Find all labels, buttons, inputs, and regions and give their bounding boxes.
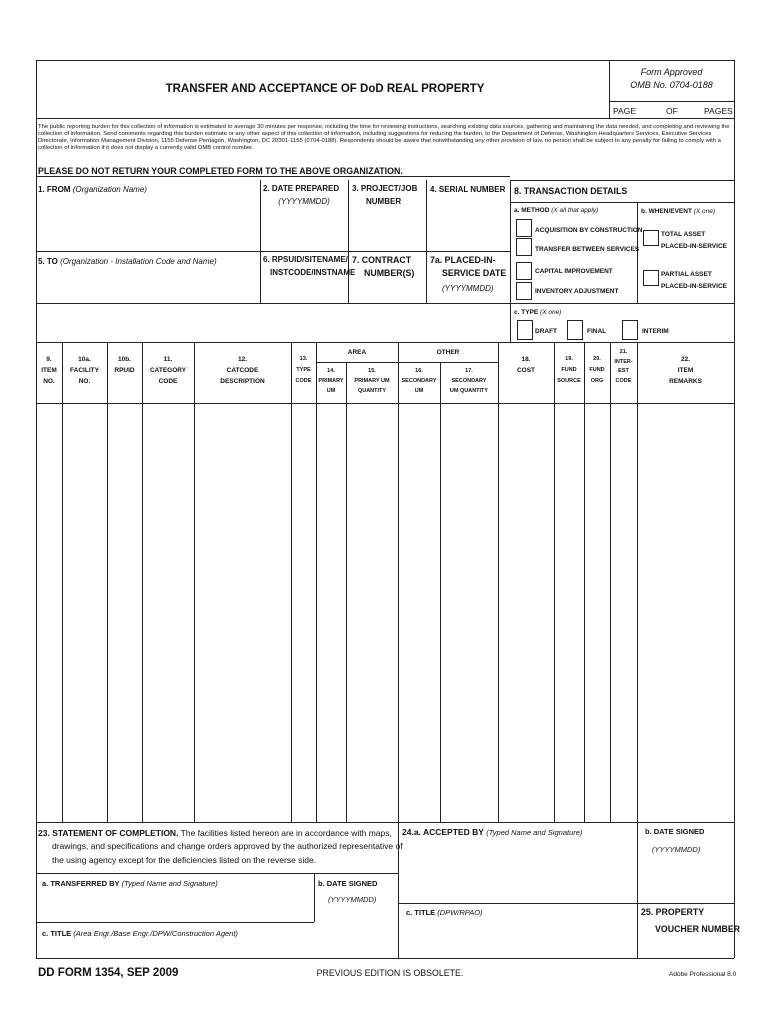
method-acquisition-label: ACQUISITION BY CONSTRUCTION [535,227,643,234]
rpsuid-field[interactable] [262,279,346,302]
property-voucher-field[interactable] [639,936,733,957]
method-inventory-adjustment-checkbox[interactable] [516,282,532,300]
transferred-by-field[interactable] [38,890,312,921]
accepted-by-field[interactable] [400,840,635,902]
method-transfer-label: TRANSFER BETWEEN SERVICES [535,246,640,253]
placed-in-service-label-2: SERVICE DATE [442,268,507,278]
col-fund-org-header: 20. FUND ORG [589,356,605,384]
col-category-code-header: 11. CATEGORY CODE [149,356,187,385]
method-capital-improvement-label: CAPITAL IMPROVEMENT [535,268,613,275]
col-interest-code-header: 21. INTER- EST CODE [614,349,633,384]
statement-line-2: drawings, and specifications and change orders approved by the authorized representative of [52,841,403,851]
pages-label: PAGES [704,106,733,116]
serial-number-label: 4. SERIAL NUMBER [430,185,506,194]
to-field[interactable] [38,268,258,302]
transfer-date-signed-field[interactable] [316,905,396,921]
property-voucher-label-2: VOUCHER NUMBER [655,924,741,934]
col-item-remarks-header: 22. ITEM REMARKS [669,356,702,385]
previous-edition-note: PREVIOUS EDITION IS OBSOLETE. [316,968,464,978]
type-interim-label: INTERIM [642,328,669,335]
type-interim-checkbox[interactable] [622,320,638,340]
transaction-details-title: 8. TRANSACTION DETAILS [514,186,628,196]
page-total-field[interactable] [681,102,703,117]
rpsuid-label: 6. RPSUID/SITENAME/ [263,255,348,264]
software-note: Adobe Professional 8.0 [669,971,737,978]
form-approved-label: Form Approved [640,67,703,77]
statement-line-3: the using agency except for the deficiencies listed on the reverse side. [52,855,317,865]
col-primary-um-header: 14. PRIMARY UM [318,368,344,394]
accept-title-label: c. TITLE (DPW/RPAO) [406,908,483,917]
col-type-code-header: 13. TYPE CODE [295,356,312,384]
type-label: c. TYPE (X one) [514,309,562,316]
do-not-return-warning: PLEASE DO NOT RETURN YOUR COMPLETED FORM TO THE ABOVE ORGANIZATION. [38,166,403,176]
date-prepared-field[interactable] [262,208,346,250]
project-number-field[interactable] [350,208,424,250]
omb-number: OMB No. 0704-0188 [630,80,713,90]
transfer-date-signed-label: b. DATE SIGNED [318,879,378,888]
placed-in-service-field[interactable] [428,294,508,302]
accept-title-field[interactable] [400,920,635,957]
when-partial-asset-label: PARTIAL ASSET [661,271,712,278]
method-transfer-checkbox[interactable] [516,238,532,256]
type-final-checkbox[interactable] [567,320,583,340]
transfer-title-field[interactable] [38,940,396,957]
contract-label: 7. CONTRACT [352,255,412,265]
when-event-label: b. WHEN/EVENT (X one) [641,208,716,215]
col-rpuid-header: 10b. RPUID [114,356,135,374]
transfer-date-hint: (YYYYMMDD) [328,895,377,904]
accepted-by-label: 24.a. ACCEPTED BY (Typed Name and Signature) [402,827,583,837]
type-draft-label: DRAFT [535,328,558,335]
from-field[interactable] [38,196,258,250]
statement-of-completion: 23. STATEMENT OF COMPLETION. The facilities listed hereon are in accordance with maps, [38,828,392,838]
from-label: 1. FROM (Organization Name) [38,185,147,194]
burden-statement: The public reporting burden for this collection of information is estimated to average 30 minutes per response, including the time for reviewing instructions, searching existing data sources, gathering and maintaining the data needed, and completing and reviewing the collection of information. Send comments regarding this burden estimate or any other aspect of this collection of information, including suggestions for reducing the burden, to the Department of Defense, Washington Headquarters Services, Executive Services Directorate, Information Management Division, 1155 Defense Pentagon, Washington, DC 20301-1155 (0704-0188). Respondents should be aware that notwithstanding any other provision of law, no person shall be subject to any penalty for failing to comply with a collection of information if it does not display a currently valid OMB control number. [38,124,730,151]
accept-date-signed-label: b. DATE SIGNED [645,827,705,836]
method-acquisition-checkbox[interactable] [516,219,532,237]
method-inventory-adjustment-label: INVENTORY ADJUSTMENT [535,288,619,295]
when-total-asset-checkbox[interactable] [643,230,659,246]
method-label: a. METHOD (X all that apply) [514,207,599,214]
date-prepared-hint: (YYYYMMDD) [278,197,330,206]
placed-in-service-label: 7a. PLACED-IN- [430,255,496,265]
type-final-label: FINAL [587,328,607,335]
placed-in-service-hint: (YYYYMMDD) [442,284,494,293]
col-catcode-description-header: 12. CATCODE DESCRIPTION [220,356,265,385]
form-number: DD FORM 1354, SEP 2009 [38,967,179,979]
accept-date-hint: (YYYYMMDD) [652,845,701,854]
other-group-header: OTHER [436,349,460,356]
col-primary-um-quantity-header: 15. PRIMARY UM QUANTITY [354,368,390,394]
to-label: 5. TO (Organization - Installation Code and Name) [38,257,217,266]
contract-label-2: NUMBER(S) [364,268,415,278]
transfer-title-label: c. TITLE (Area Engr./Base Engr./DPW/Construction Agent) [42,929,238,938]
contract-number-field[interactable] [350,279,424,302]
col-cost-header: 18. COST [516,356,536,374]
form-title: TRANSFER AND ACCEPTANCE OF DoD REAL PROPERTY [165,83,485,95]
area-group-header: AREA [347,349,367,356]
when-partial-asset-checkbox[interactable] [643,270,659,286]
type-draft-checkbox[interactable] [517,320,533,340]
project-label: 3. PROJECT/JOB [352,184,418,193]
page-label: PAGE [613,106,636,116]
serial-number-field[interactable] [428,196,508,250]
col-secondary-um-header: 16. SECONDARY UM [401,368,437,394]
method-capital-improvement-checkbox[interactable] [516,262,532,280]
when-total-asset-label-2: PLACED-IN-SERVICE [661,243,727,250]
col-fund-source-header: 19. FUND SOURCE [557,356,581,384]
col-item-no-header: 9. ITEM NO. [41,356,57,385]
when-total-asset-label: TOTAL ASSET [661,231,706,238]
col-facility-no-header: 10a. FACILITY NO. [70,356,99,385]
accept-date-signed-field[interactable] [639,856,733,902]
transferred-by-label: a. TRANSFERRED BY (Typed Name and Signature) [42,879,218,888]
project-label-2: NUMBER [366,197,402,206]
when-partial-asset-label-2: PLACED-IN-SERVICE [661,283,727,290]
page-number-field[interactable] [640,102,664,117]
date-prepared-label: 2. DATE PREPARED [263,184,340,193]
of-label: OF [666,106,678,116]
property-voucher-label: 25. PROPERTY [641,907,705,917]
col-secondary-um-quantity-header: 17. SECONDARY UM QUANTITY [449,368,489,394]
rpsuid-label-2: INSTCODE/INSTNAME [270,268,356,277]
line-items-area[interactable] [37,404,733,821]
